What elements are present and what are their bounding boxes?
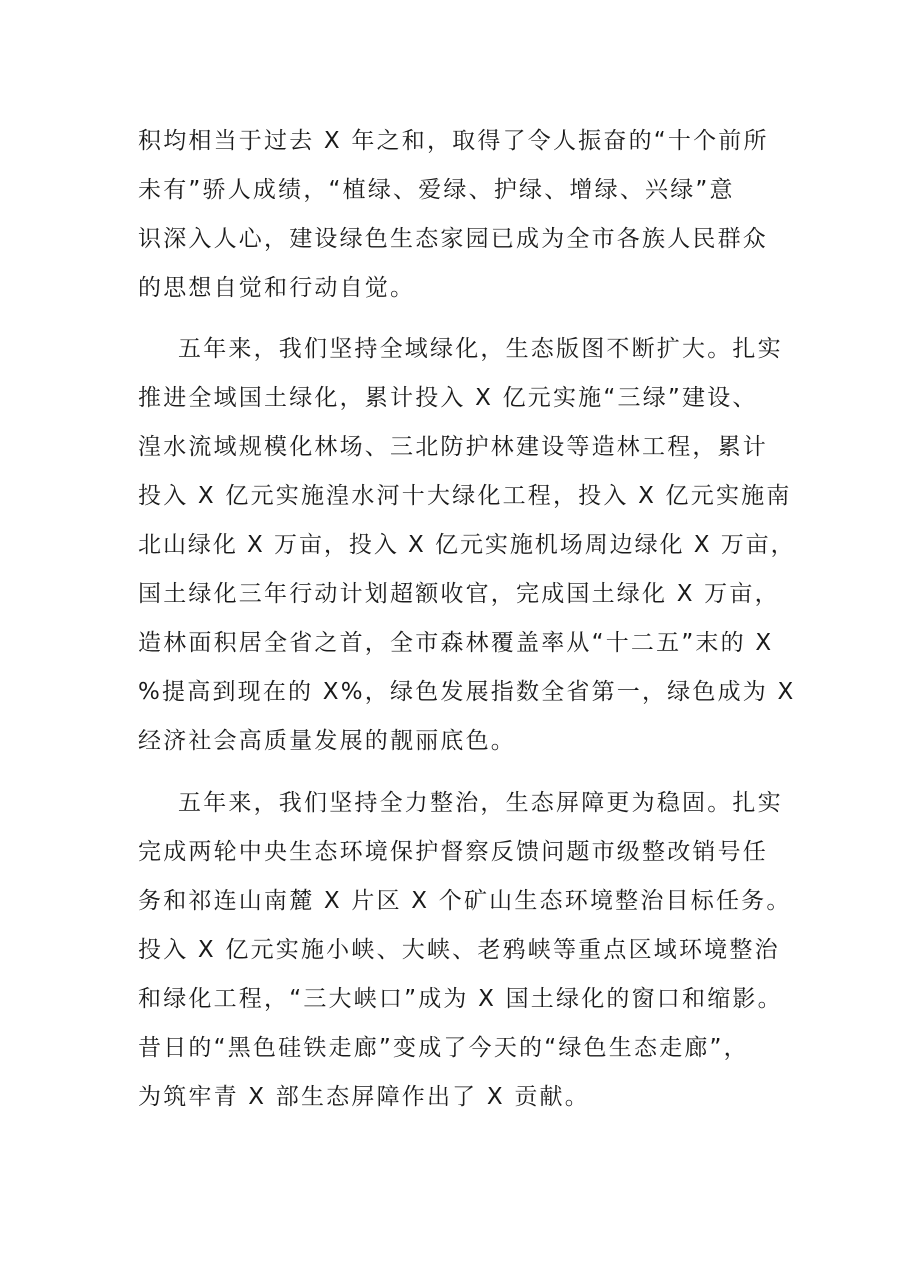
paragraph-3-line-3: 务和祁连山南麓 X 片区 X 个矿山生态环境整治目标任务。 [138, 888, 792, 914]
paragraph-2-line-2: 推进全域国土绿化，累计投入 X 亿元实施“三绿”建设、 [138, 385, 758, 411]
paragraph-2-line-7: 造林面积居全省之首，全市森林覆盖率从“十二五”末的 X [138, 630, 774, 656]
paragraph-1-line-2: 未有”骄人成绩，“植绿、爱绿、护绿、增绿、兴绿”意 [138, 177, 735, 203]
paragraph-2-line-8: %提高到现在的 X%，绿色发展指数全省第一，绿色成为 X [138, 679, 796, 705]
paragraph-3-line-7: 为筑牢青 X 部生态屏障作出了 X 贡献。 [138, 1084, 590, 1110]
paragraph-2-line-3: 湟水流域规模化林场、三北防护林建设等造林工程，累计 [138, 434, 768, 460]
paragraph-1-line-4: 的思想自觉和行动自觉。 [138, 275, 416, 301]
paragraph-2-line-4: 投入 X 亿元实施湟水河十大绿化工程，投入 X 亿元实施南 [138, 483, 792, 509]
paragraph-2-line-5: 北山绿化 X 万亩，投入 X 亿元实施机场周边绿化 X 万亩， [138, 532, 796, 558]
paragraph-1-line-3: 识深入人心，建设绿色生态家园已成为全市各族人民群众 [138, 226, 768, 252]
paragraph-3-line-4: 投入 X 亿元实施小峡、大峡、老鸦峡等重点区域环境整治 [138, 937, 780, 963]
paragraph-3-line-6: 昔日的“黑色硅铁走廊”变成了今天的“绿色生态走廊”， [138, 1035, 749, 1061]
paragraph-3-line-2: 完成两轮中央生态环境保护督察反馈问题市级整改销号任 [138, 839, 768, 865]
paragraph-3-line-5: 和绿化工程，“三大峡口”成为 X 国土绿化的窗口和缩影。 [138, 986, 783, 1012]
paragraph-1-line-1: 积均相当于过去 X 年之和，取得了令人振奋的“十个前所 [138, 128, 769, 154]
paragraph-2-line-9: 经济社会高质量发展的靓丽底色。 [138, 728, 516, 754]
paragraph-3-line-1: 五年来，我们坚持全力整治，生态屏障更为稳固。扎实 [178, 790, 783, 816]
paragraph-2-line-6: 国土绿化三年行动计划超额收官，完成国土绿化 X 万亩， [138, 581, 780, 607]
paragraph-2-line-1: 五年来，我们坚持全域绿化，生态版图不断扩大。扎实 [178, 336, 783, 362]
